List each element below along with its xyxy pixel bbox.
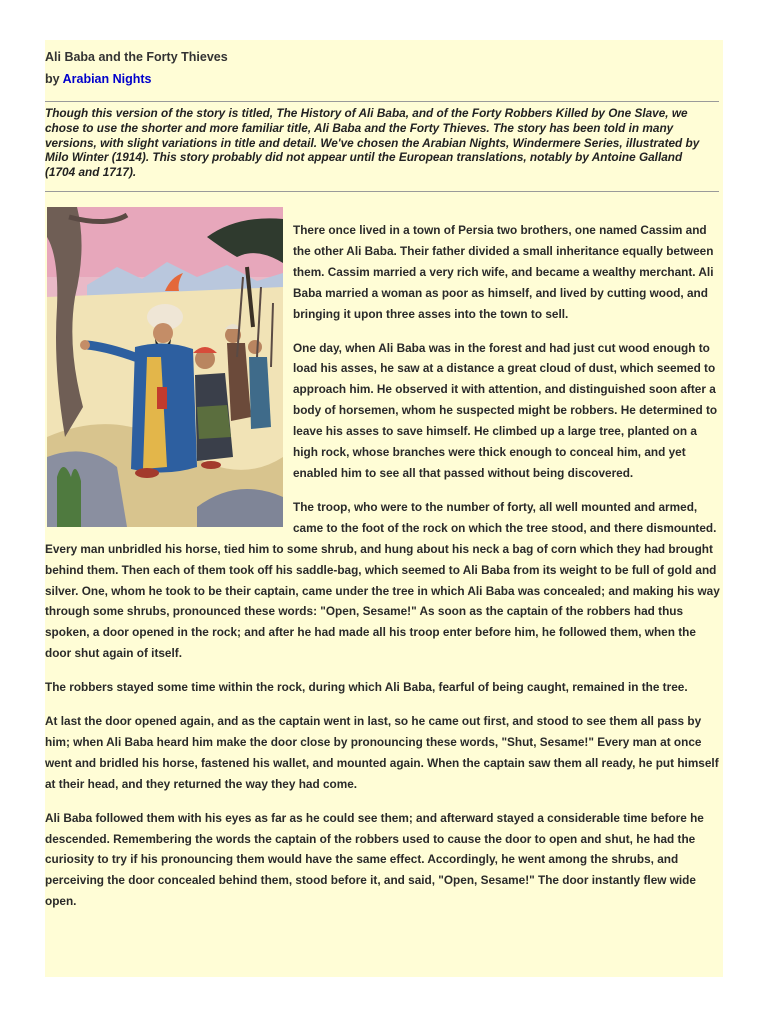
author-link[interactable]: Arabian Nights [62, 72, 152, 86]
document-page [45, 40, 723, 977]
paragraph: Ali Baba followed them with his eyes as far as he could see them; and afterward stayed a considerable time before he descended. Remembering the words the captain of the robbers used to cause the door to open and shut, he had the curiosity to try if his pronouncing them would have the same effect. Accordingly, he went among the shrubs, and perceiving the door concealed behind them, stood before it, and said, "Open, Sesame!" The door instantly flew wide open. [45, 810, 704, 909]
story-body [45, 220, 723, 925]
bottom-divider [45, 191, 719, 192]
top-divider [45, 101, 719, 102]
paragraph: There once lived in a town of Persia two brothers, one named Cassim and the other Ali Baba. Their father divided a small inheritance equally between them. Cassim married a very rich wife, and became a wealthy merchant. Ali Baba married a woman as poor as himself, and lived by cutting wood, and bringing it upon three asses into the town to sell. [293, 223, 714, 321]
paragraph: At last the door opened again, and as the captain went in last, so he came out first, and stood to see them all pass by him; when Ali Baba heard him make the door close by pronouncing these words, "Shut, Sesame!" Every man at once went and bridled his horse, fastened his wallet, and mounted again. When the captain saw them all ready, he put himself at their head, and they returned the way they had come. [45, 714, 719, 791]
story-title: Ali Baba and the Forty Thieves [45, 50, 228, 64]
paragraph: One day, when Ali Baba was in the forest and had just cut wood enough to load his asses, he saw at a distance a great cloud of dust, which seemed to approach him. He observed it with attention, and distinguished soon after a body of horsemen, whom he suspected might be robbers. He determined to leave his asses to save himself. He climbed up a large tree, planted on a high rock, whose branches were thick enough to conceal him, and yet enabled him to see all that passed without being discovered. [293, 340, 718, 480]
intro-note: Though this version of the story is titled, The History of Ali Baba, and of the Forty Robbers Killed by One Slave, we chose to use the shorter and more familiar title, Ali Baba and the Forty Thieves. The story has been told in many versions, with slight variations in title and detail. We've chosen the Arabian Nights, Windermere Series, illustrated by Milo Winter (1914). This story probably did not appear until the European translations, notably by Antoine Galland (1704 and 1717). [45, 106, 700, 180]
byline [45, 72, 152, 86]
paragraph: The troop, who were to the number of forty, all well mounted and armed, came to the foot of the rock on which the tree stood, and there dismounted. Every man unbridled his horse, tied him to some shrub, and hung about his neck a bag of corn which they had brought behind them. Then each of them took off his saddle-bag, which seemed to Ali Baba from its weight to be full of gold and silver. One, whom he took to be their captain, came under the tree in which Ali Baba was concealed; and making his way through some shrubs, pronounced these words: "Open, Sesame!" As soon as the captain of the robbers had thus spoken, a door opened in the rock; and after he had made all his troop enter before him, he followed them, when the door shut again of itself. [45, 499, 720, 661]
paragraph: The robbers stayed some time within the rock, during which Ali Baba, fearful of being caught, remained in the tree. [45, 680, 688, 695]
illustration-spacer [45, 220, 293, 530]
byline-prefix: by [45, 72, 60, 86]
